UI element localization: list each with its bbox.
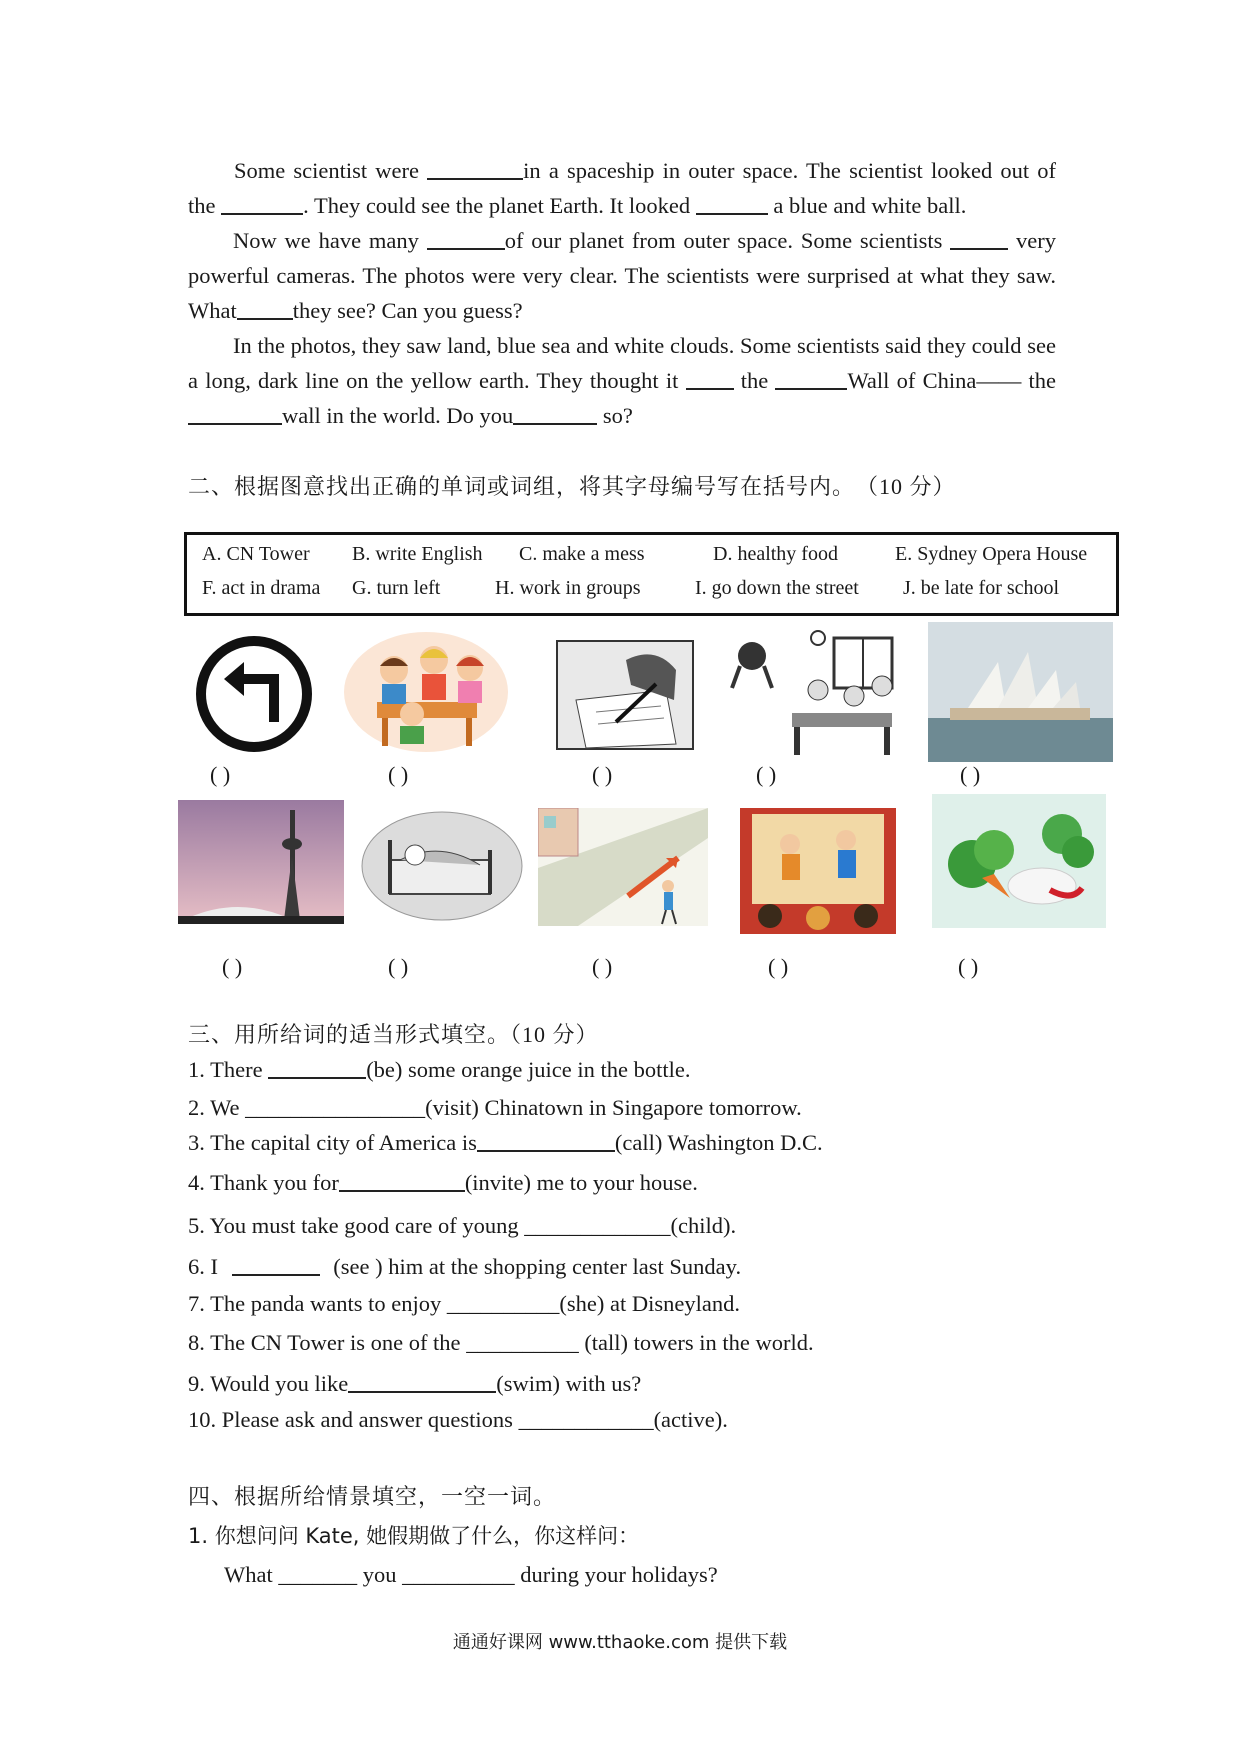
option-h: H. work in groups bbox=[495, 577, 641, 599]
answer-blank[interactable]: __________ bbox=[466, 1330, 579, 1355]
question-3: 3. The capital city of America is (call) Washington D.C. bbox=[188, 1130, 823, 1155]
options-box bbox=[184, 532, 1119, 616]
answer-blank[interactable] bbox=[427, 226, 505, 250]
late-for-school-bed-picture bbox=[360, 810, 524, 922]
answer-blank[interactable] bbox=[686, 366, 734, 390]
option-j: J. be late for school bbox=[903, 577, 1060, 599]
option-f: F. act in drama bbox=[202, 577, 321, 599]
sydney-opera-house-picture bbox=[928, 622, 1113, 762]
act-in-drama-picture bbox=[740, 808, 896, 934]
answer-blank[interactable] bbox=[950, 226, 1008, 250]
section-4-question-1-line: What _______ you __________ during your holidays? bbox=[224, 1562, 718, 1587]
answer-blank[interactable] bbox=[221, 191, 303, 215]
question-10: 10. Please ask and answer questions ____________(active). bbox=[188, 1407, 728, 1432]
question-4: 4. Thank you for (invite) me to your house. bbox=[188, 1170, 698, 1195]
answer-blank[interactable] bbox=[237, 296, 293, 320]
answer-blank[interactable] bbox=[775, 366, 847, 390]
answer-blank[interactable] bbox=[188, 401, 282, 425]
turn-left-sign-picture bbox=[194, 634, 314, 754]
section-3-title: 三、用所给词的适当形式填空。（10 分） bbox=[188, 1022, 599, 1048]
question-8: 8. The CN Tower is one of the __________ (tall) towers in the world. bbox=[188, 1330, 814, 1355]
healthy-food-vegetables-picture bbox=[932, 794, 1106, 928]
answer-blank[interactable] bbox=[477, 1128, 615, 1152]
answer-parentheses[interactable]: ( ) bbox=[756, 762, 777, 787]
answer-blank[interactable] bbox=[348, 1369, 496, 1393]
option-c: C. make a mess bbox=[519, 543, 645, 565]
go-down-the-street-picture bbox=[538, 808, 708, 926]
option-b: B. write English bbox=[352, 543, 483, 565]
answer-parentheses[interactable]: ( ) bbox=[960, 762, 981, 787]
answer-blank[interactable] bbox=[513, 401, 597, 425]
answer-blank[interactable]: _____________ bbox=[524, 1213, 671, 1238]
answer-parentheses[interactable]: ( ) bbox=[592, 954, 613, 979]
option-g: G. turn left bbox=[352, 577, 441, 599]
question-1: 1. There (be) some orange juice in the bottle. bbox=[188, 1057, 691, 1082]
kids-working-in-groups-picture bbox=[342, 630, 510, 755]
answer-parentheses[interactable]: ( ) bbox=[388, 954, 409, 979]
passage-paragraph-1: Some scientist were in a spaceship in outer space. The scientist looked out of the . They could see the planet Earth. It looked a blue and white ball. bbox=[188, 158, 1056, 218]
option-e: E. Sydney Opera House bbox=[895, 543, 1088, 565]
answer-parentheses[interactable]: ( ) bbox=[768, 954, 789, 979]
section-4-question-1: 1. 你想问问 Kate, 她假期做了什么，你这样问： bbox=[188, 1524, 640, 1548]
answer-blank[interactable] bbox=[339, 1168, 465, 1192]
answer-parentheses[interactable]: ( ) bbox=[592, 762, 613, 787]
answer-blank[interactable]: ____________ bbox=[518, 1407, 654, 1432]
question-5: 5. You must take good care of young _____________(child). bbox=[188, 1213, 737, 1238]
cn-tower-picture bbox=[178, 800, 344, 924]
option-a: A. CN Tower bbox=[202, 543, 310, 565]
passage-paragraph-2: Now we have many of our planet from outer space. Some scientists very powerful cameras. The photos were very clear. The scientists were surprised at what they saw. What they see? Can you guess? bbox=[188, 228, 1056, 323]
question-2: 2. We ________________(visit) Chinatown in Singapore tomorrow. bbox=[188, 1095, 802, 1120]
question-7: 7. The panda wants to enjoy __________(she) at Disneyland. bbox=[188, 1291, 740, 1316]
passage-paragraph-3: In the photos, they saw land, blue sea and white clouds. Some scientists said they could see a long, dark line on the yellow earth. They thought it the Wall of China—— the wall in the world. Do you so? bbox=[188, 333, 1057, 428]
option-d: D. healthy food bbox=[713, 543, 838, 565]
answer-parentheses[interactable]: ( ) bbox=[388, 762, 409, 787]
answer-blank[interactable] bbox=[268, 1055, 366, 1079]
section-4-title: 四、根据所给情景填空，一空一词。 bbox=[188, 1485, 557, 1510]
answer-blank[interactable]: ________________ bbox=[245, 1095, 426, 1120]
answer-blank[interactable] bbox=[427, 156, 523, 180]
question-6: 6. I (see ) him at the shopping center last Sunday. bbox=[188, 1254, 742, 1279]
answer-blank[interactable] bbox=[696, 191, 768, 215]
section-2-title: 二、根据图意找出正确的单词或词组，将其字母编号写在括号内。 （10 分） bbox=[188, 474, 956, 500]
answer-parentheses[interactable]: ( ) bbox=[222, 954, 243, 979]
option-i: I. go down the street bbox=[695, 577, 859, 599]
answer-parentheses[interactable]: ( ) bbox=[958, 954, 979, 979]
answer-parentheses[interactable]: ( ) bbox=[210, 762, 231, 787]
answer-blank[interactable] bbox=[232, 1252, 320, 1276]
answer-blank[interactable]: __________ bbox=[446, 1291, 560, 1316]
footer-watermark: 通通好课网 www.tthaoke.com 提供下载 bbox=[452, 1632, 788, 1653]
classroom-mess-picture bbox=[722, 628, 900, 758]
question-9: 9. Would you like (swim) with us? bbox=[188, 1371, 642, 1396]
writing-english-picture bbox=[556, 640, 694, 750]
